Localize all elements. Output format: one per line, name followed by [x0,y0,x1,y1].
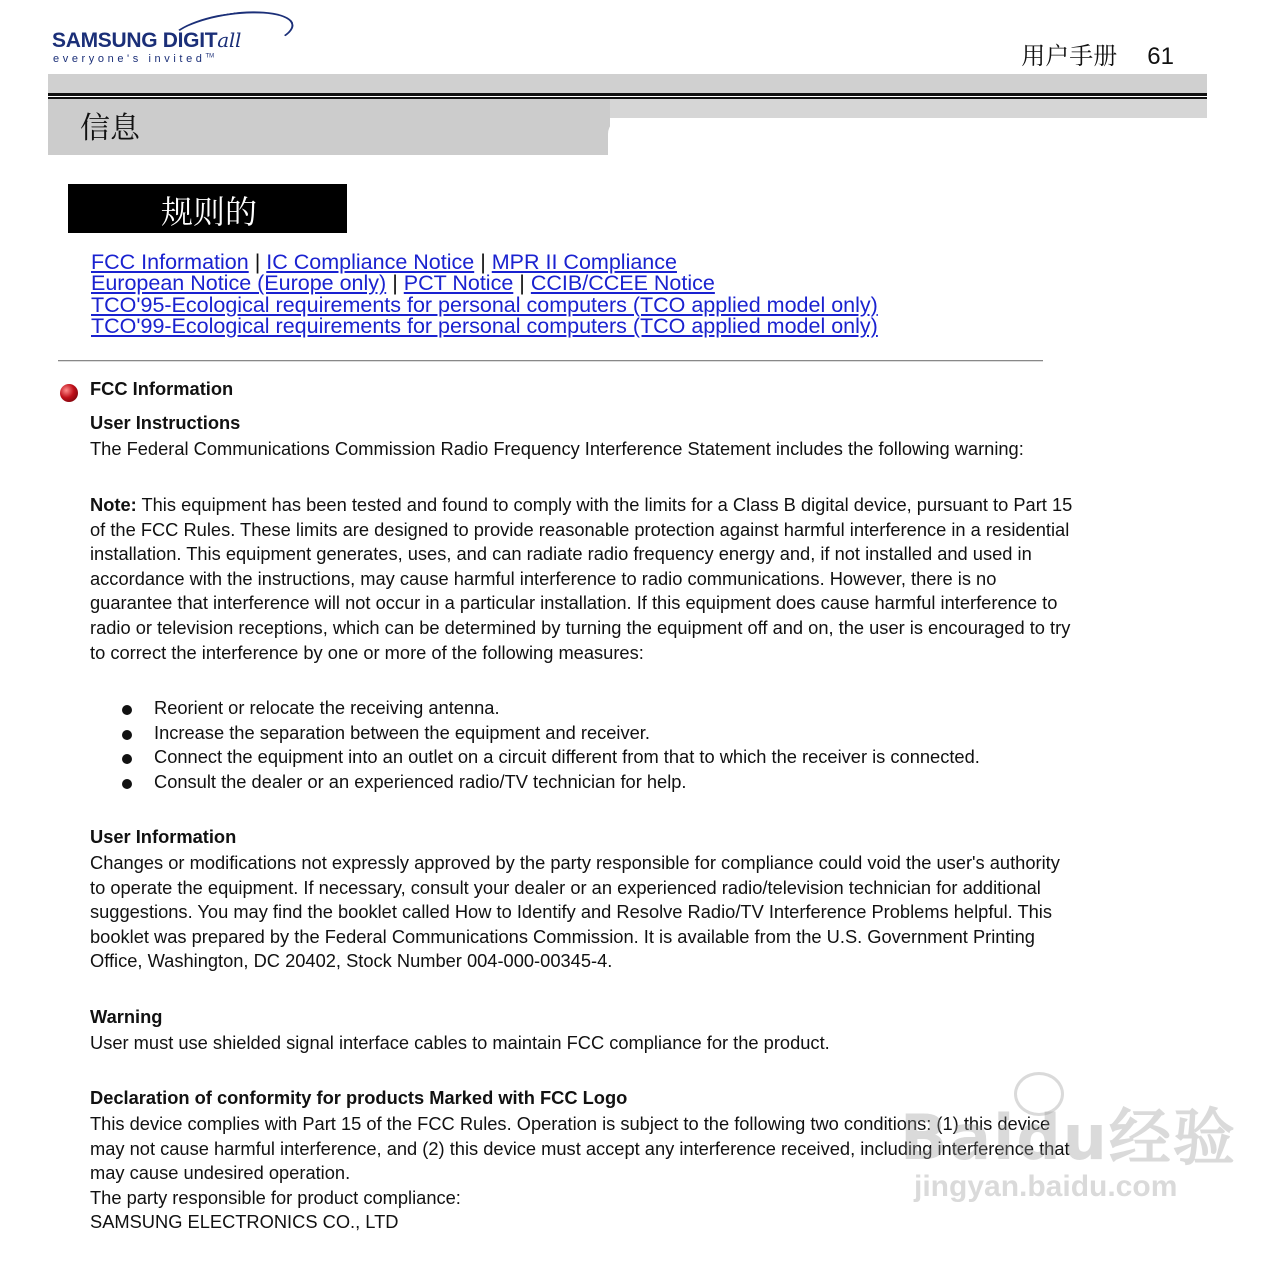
warning-text: User must use shielded signal interface cables to maintain FCC compliance for the product. [90,1032,830,1053]
watermark-brand: Baidu经验 [900,1101,1237,1174]
nav-row [91,316,878,337]
list-item: Reorient or relocate the receiving antenna. [90,696,980,721]
watermark-url: jingyan.baidu.com [914,1170,1178,1203]
manual-label: 用户手册 [1021,42,1118,70]
page-header [1021,36,1174,71]
declaration-heading: Declaration of conformity for products Marked with FCC Logo [90,1087,628,1108]
link-fcc-information[interactable]: FCC Information [91,250,249,274]
warning-heading: Warning [90,1006,163,1027]
title-band-top [48,74,1207,93]
paw-icon [1014,1072,1064,1116]
section-divider [58,360,1043,362]
paragraph-line: The party responsible for product compliance: [90,1186,461,1208]
title-band-rule [48,93,1207,96]
paragraph-line: suggestions. You may find the booklet called How to Identify and Resolve Radio/TV Interference Problems helpful. This [90,901,1053,923]
logo-brand: SAMSUNG DIGITall [52,28,242,52]
paragraph-line: to operate the equipment. If necessary, consult your dealer or an experienced radio/television technician for additional [90,876,1041,898]
note-line: installation. This equipment generates, uses, and can radiate radio frequency energy and, if not installed and used in [90,543,1032,565]
link-ccib-ccee[interactable]: CCIB/CCEE Notice [530,271,715,296]
note-line: accordance with the instructions, may cause harmful interference to radio communications. However, there is no [90,567,997,589]
note-paragraph [90,493,1072,665]
paragraph-line: SAMSUNG ELECTRONICS CO., LTD [90,1211,399,1233]
section-banner-label: 规则的 [161,193,258,231]
link-ic-compliance[interactable]: IC Compliance Notice [266,250,475,274]
note-line: Note: This equipment has been tested and found to comply with the limits for a Class B digital device, pursuant to Part 15 [90,494,1073,515]
measures-list [90,696,980,794]
nav-row [91,292,878,317]
link-pct-notice[interactable]: PCT Notice [403,271,514,296]
measures-block [90,696,980,794]
link-european-notice[interactable]: European Notice (Europe only) [91,271,387,296]
samsung-logo [52,18,252,70]
intro-text: The Federal Communications Commission Radio Frequency Interference Statement includes the following warning: [90,438,1024,459]
note-line: guarantee that interference will not occur in a particular installation. If this equipment does cause harmful interference to [90,592,1058,614]
nav-row [91,252,878,273]
logo-tagline: everyone's invited™ [53,53,215,65]
paragraph-line: booklet was prepared by the Federal Communications Commission. It is available from the U.S. Government Printing [90,925,1035,947]
list-item: Consult the dealer or an experienced radio/TV technician for help. [90,770,980,795]
list-item: Connect the equipment into an outlet on a circuit different from that to which the receiver is connected. [90,745,980,770]
paragraph-line: This device complies with Part 15 of the FCC Rules. Operation is subject to the following two conditions: (1) this device [90,1113,1051,1134]
fcc-heading: FCC Information [90,378,234,399]
section-banner [68,184,347,233]
link-mpr-ii[interactable]: MPR II Compliance [491,250,677,274]
declaration-paragraph [90,1112,1070,1235]
title-band-tab [608,118,1207,158]
section-nav [91,252,878,338]
page-title: 信息 [80,111,140,146]
note-line: to correct the interference by one or more of the following measures: [90,641,644,663]
link-tco99[interactable]: TCO'99-Ecological requirements for personal computers (TCO applied model only) [91,314,878,339]
nav-separator: | [392,271,398,296]
note-line: of the FCC Rules. These limits are designed to provide reasonable protection against harmful interference in a residential [90,518,1070,540]
paragraph-line: may cause undesired operation. [90,1162,351,1184]
nav-separator: | [519,271,525,296]
list-item: Increase the separation between the equipment and receiver. [90,721,980,746]
nav-row [91,273,878,294]
nav-separator: | [480,250,486,274]
nav-separator: | [254,250,261,274]
user-instructions-heading: User Instructions [90,412,241,433]
paragraph-line: may not cause harmful interference, and (2) this device must accept any interference received, including interference that [90,1137,1070,1159]
paragraph-line: Office, Washington, DC 20402, Stock Number 004-000-00345-4. [90,950,613,972]
note-label: Note: [90,494,137,515]
link-tco95[interactable]: TCO'95-Ecological requirements for personal computers (TCO applied model only) [91,292,878,317]
section-bullet-icon [60,384,78,402]
note-line: radio or television receptions, which can be determined by turning the equipment off and on, the user is encouraged to try [90,616,1071,638]
user-information-paragraph [90,851,1060,974]
page-number: 61 [1147,43,1174,70]
user-information-heading: User Information [90,826,237,847]
paragraph-line: Changes or modifications not expressly approved by the party responsible for compliance could void the user's authority [90,852,1060,873]
